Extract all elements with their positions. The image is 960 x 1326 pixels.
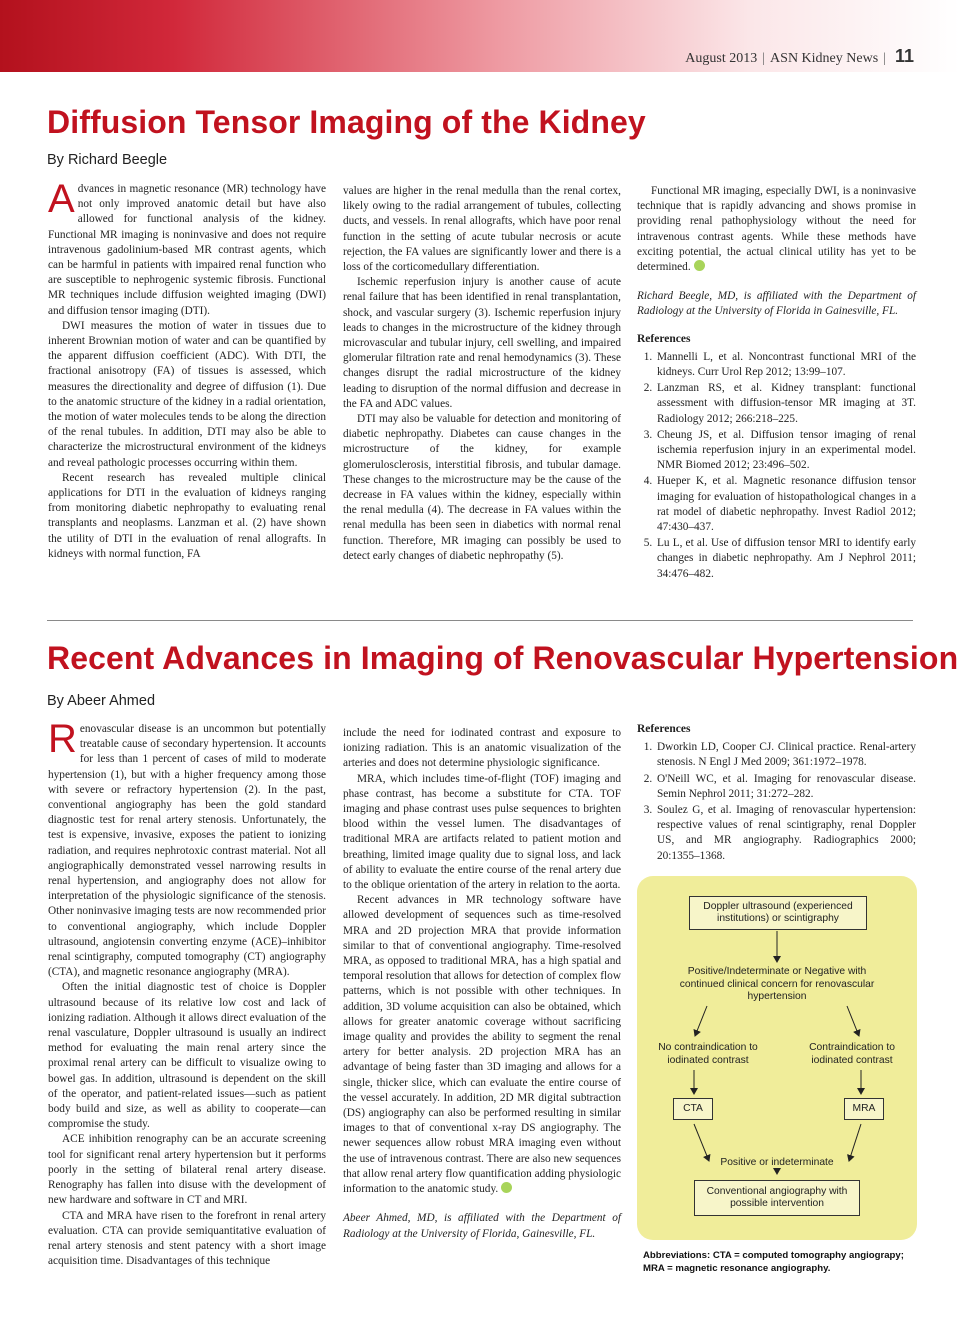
article1-col2-para-1: values are higher in the renal medulla than the renal cortex, likely owing to the radial arrangement of tubules, collecting ducts, and vessels. In renal allografts, which have poor renal function in the setting of acute tubular necrosis or acute rejection, the FA values are significantly lower and there is a loss of the corticomedullary differentiation. (343, 185, 621, 274)
article2-byline: By Abeer Ahmed (47, 693, 156, 709)
end-mark-icon (501, 1182, 512, 1193)
issue-date: August 2013 (685, 51, 758, 66)
article2-title: Recent Advances in Imaging of Renovascular Hypertension (47, 640, 959, 676)
arrow (847, 1006, 859, 1036)
article1-references-heading: References (637, 332, 691, 345)
article1-column-1 (48, 177, 326, 562)
flow-step-result: Positive/Indeterminate or Negative with continued clinical concern for renovascular hypertension (679, 966, 875, 1002)
article1-column-3 (637, 184, 916, 583)
article2-col2-para-1: include the need for iodinated contrast and exposure to ionizing radiation. This is an anatomic visualization of the arteries and does not determine physiologic significance. (343, 727, 621, 770)
section-divider (47, 620, 913, 621)
drop-cap: R (48, 717, 77, 761)
reference-item: 1. Mannelli L, et al. Noncontrast functional MRI of the kidneys. Curr Urol Rep 2012; 13:99–107. (655, 350, 916, 380)
article1-col1-para-1: Advances in magnetic resonance (MR) technology have not only improved anatomic detail but have also allowed for functional analysis of the kidney. Functional MR imaging is noninvasive and does not require intravenous gadolinium-based MR contrast agents, which can be harmful in patients with impaired renal function who are susceptible to nephrogenic systemic fibrosis. Functional MR techniques include diffusion weighted imaging (DWI) and diffusion tensor imaging (DTI). (48, 177, 326, 317)
article1-col1-para-2: DWI measures the motion of water in tissues due to inherent Brownian motion of water and can be quantified by the apparent diffusion coefficient (ADC). With DTI, the fractional anisotropy (FA) of tissues is assessed, which measures the directionality and degree of diffusion (1). Due to the anatomic structure of the kidney in a radial orientation, the motion of water molecules tends to be along the direction of the renal tubules. In addition, DTI may also be able to characterize the microstructural environment of the kidneys and reveal pathologic processes occurring within them. (48, 319, 326, 469)
article2-col1-para-4: CTA and MRA have risen to the forefront in renal artery evaluation. CTA can provide semiquantitative evaluation of renal artery stenosis and stent patency with a short image acquisition time. Disadvantages of this technique (48, 1209, 326, 1268)
publication-name: ASN Kidney News (770, 51, 879, 66)
article2-col2-para-3: Recent advances in MR technology software have allowed development of sequences such as time-resolved MRA and 2D projection MRA that provide information similar to that of conventional angiography. Time-resolved MRA, as opposed to traditional MRA, has a high spatial and temporal resolution that allows for detection of complex flow patterns, which is not possible with other techniques. In addition, 3D volume acquisition can also be obtained, which allows for greater anatomic coverage without sacrificing image quality and provides the ability to segment the renal artery for better analysis. 2D projection MRA has an advantage of being faster than 3D imaging and allows for a single, thicker slice, which can evaluate the entire course of the vessel accurately. In addition, 2D MR digital subtraction (DS) angiography can also be performed resulting in similar images to that of conventional x-ray DS angiography. The newer sequences allow robust MRA imaging even without the use of intravenous contrast. There are also new sequences that allow renal artery flow quantification adding physiologic information to the anatomic study. (343, 894, 621, 1196)
renovascular-flowchart (637, 876, 917, 1240)
article2-col1-para-1: Renovascular disease is an uncommon but potentially treatable cause of secondary hypertension. It accounts for less than 1 percent of cases of mild to moderate hypertension (1), but with a higher frequency among those with severe or refractory hypertension (2). In the past, conventional angiography has been the gold standard diagnostic test for renal artery stenosis. Unfortunately, the test is expensive, invasive, exposes the patient to ionizing radiation, and requires nephrotoxic contrast material. Not all angiographically demonstrated vessel narrowing results in renal hypertension, and angiography does not allow for interpretation of the physiologic significance of the stenosis. Other noninvasive imaging tests are now recommended prior to conventional angiography, which include Doppler ultrasound, angiotensin converting enzyme (ACE)–inhibitor renal scintigraphy, computed tomography (CT) angiography (CTA), and magnetic resonance angiography (MRA). (48, 717, 326, 979)
article2-references (637, 740, 916, 864)
reference-item: 4. Hueper K, et al. Magnetic resonance diffusion tensor imaging for evaluation of histopathological changes in a rat model of diabetic nephropathy. Invest Radiol 2012; 47:430–437. (655, 474, 916, 535)
reference-item: 1. Dworkin LD, Cooper CJ. Clinical practice. Renal-artery stenosis. N Engl J Med 2009; 361:1972–1978. (655, 740, 916, 770)
running-header: August 2013 | ASN Kidney News | 11 (685, 46, 914, 66)
flow-outcome: Positive or indeterminate (720, 1157, 834, 1168)
reference-item: 2. O'Neill WC, et al. Imaging for renovascular disease. Semin Nephrol 2011; 31:272–282. (655, 772, 916, 802)
reference-item: 3. Soulez G, et al. Imaging of renovascular hypertension: respective values of renal scintigraphy, renal Doppler US, and MR angiography. Radiographics 2000; 20:1355–1368. (655, 803, 916, 864)
article2-affiliation: Abeer Ahmed, MD, is affiliated with the Department of Radiology at the University of Florida, Gainesville, FL. (343, 1212, 621, 1240)
article1-col1-para-3: Recent research has revealed multiple clinical applications for DTI in the evaluation of kidneys ranging from monitoring diabetic nephropathy to evaluating renal transplants and neoplasms. Lanzman et al. (2) have shown the utility of DTI in the evaluation of renal allografts. In kidneys with normal function, FA (48, 471, 326, 560)
article1-col2-para-2: Ischemic reperfusion injury is another cause of acute renal failure that has been identified in renal transplantation, shock, and vascular surgery (3). Ischemic reperfusion injury leads to changes in the microstructure of the kidney through microvascular and tubular injury, cell swelling, and impaired glomerular filtration rate and renal hemodynamics (3). These changes disrupt the radial microstructure of the kidney leading to disruption of the normal diffusion and decrease in the FA and ADC values. (343, 276, 621, 410)
arrow (694, 1124, 709, 1161)
page-number: 11 (894, 46, 914, 66)
end-mark-icon (694, 260, 705, 271)
article2-references-heading: References (637, 723, 691, 735)
flow-final-step: Conventional angiography with possible intervention (694, 1180, 860, 1216)
flow-test-mra: MRA (844, 1098, 884, 1120)
flow-test-cta: CTA (673, 1098, 713, 1120)
reference-item: 3. Cheung JS, et al. Diffusion tensor imaging of renal ischemia reperfusion injury in an experimental model. NMR Biomed 2012; 23:496–502. (655, 428, 916, 474)
article1-col2-para-3: DTI may also be valuable for detection and monitoring of diabetic nephropathy. Diabetes can cause changes in the microstructure of the kidney, for example glomerulosclerosis, interstitial fibrosis, and tubular damage. These changes to the microstructure may be the cause of the decrease in FA values within the kidney, especially within the renal medulla (4). The decrease in FA values within the renal medulla has been seen in diabetics with normal renal function. Therefore, MR imaging can possibly be used to detect early changes of diabetic nephropathy (5). (343, 413, 621, 562)
flow-branch-contraindication: Contraindication to iodinated contrast (809, 1042, 895, 1066)
article2-col1-para-2: Often the initial diagnostic test of choice is Doppler ultrasound because of its relative low cost and lack of ionizing radiation. Although it allows direct evaluation of the renal vasculature, Doppler ultrasound is usually an indirect method for evaluating the main renal artery since the proximal renal artery can be difficult to visualize owing to bowel gas. In addition, ultrasound is dependent on the skill of the operator, and patient-related issues—such as patient body build and size, as well as ability to cooperate—can compromise the study. (48, 981, 326, 1131)
article1-column-2 (343, 184, 621, 564)
arrow (695, 1006, 707, 1036)
article2-col1-para-3: ACE inhibition renography can be an accurate screening tool for significant renal artery hypertension but it performs poorly in the setting of bilateral renal artery disease. Renography has fallen into disuse with the development of new hardware and software in CT and MRI. (48, 1133, 326, 1207)
article2-column-2 (343, 726, 621, 1242)
flow-step-initial-test: Doppler ultrasound (experienced institutions) or scintigraphy (689, 896, 867, 930)
arrow (849, 1124, 861, 1161)
reference-item: 5. Lu L, et al. Use of diffusion tensor MRI to identify early changes in diabetic nephropathy. Am J Nephrol 2011; 34:476–482. (655, 536, 916, 582)
flowchart-abbreviations: Abbreviations: CTA = computed tomography angiograpy; MRA = magnetic resonance angiography. (643, 1250, 904, 1274)
article1-references (637, 350, 916, 582)
article2-column-1 (48, 717, 326, 1269)
article2-column-3 (637, 722, 916, 865)
reference-item: 2. Lanzman RS, et al. Kidney transplant: functional assessment with diffusion-tensor MR imaging at 3T. Radiology 2012; 266:218–225. (655, 381, 916, 427)
article1-affiliation: Richard Beegle, MD, is affiliated with the Department of Radiology at the University of Florida in Gainesville, FL. (637, 290, 916, 318)
article1-byline: By Richard Beegle (47, 152, 168, 168)
flow-branch-no-contraindication: No contraindication to iodinated contrast (658, 1042, 758, 1066)
article1-col3-para-1: Functional MR imaging, especially DWI, is a noninvasive technique that is rapidly advancing and shows promise in providing renal pathophysiology without the need for intravenous contrast agents. While these methods have exciting potential, the actual clinical utility has yet to be determined. (637, 185, 916, 274)
drop-cap: A (48, 177, 75, 221)
article1-title: Diffusion Tensor Imaging of the Kidney (47, 104, 646, 140)
article2-col2-para-2: MRA, which includes time-of-flight (TOF) imaging and phase contrast, has become a substitute for CTA. TOF imaging and phase contrast uses pulse sequences to brighten blood within the vessel lumen. The disadvantages of traditional MRA are artifacts related to patient motion and breathing, limited image quality due to signal loss, and lack of ability to evaluate the entire course of the renal artery due to the oblique orientation of the artery in relation to the aorta. (343, 772, 621, 892)
